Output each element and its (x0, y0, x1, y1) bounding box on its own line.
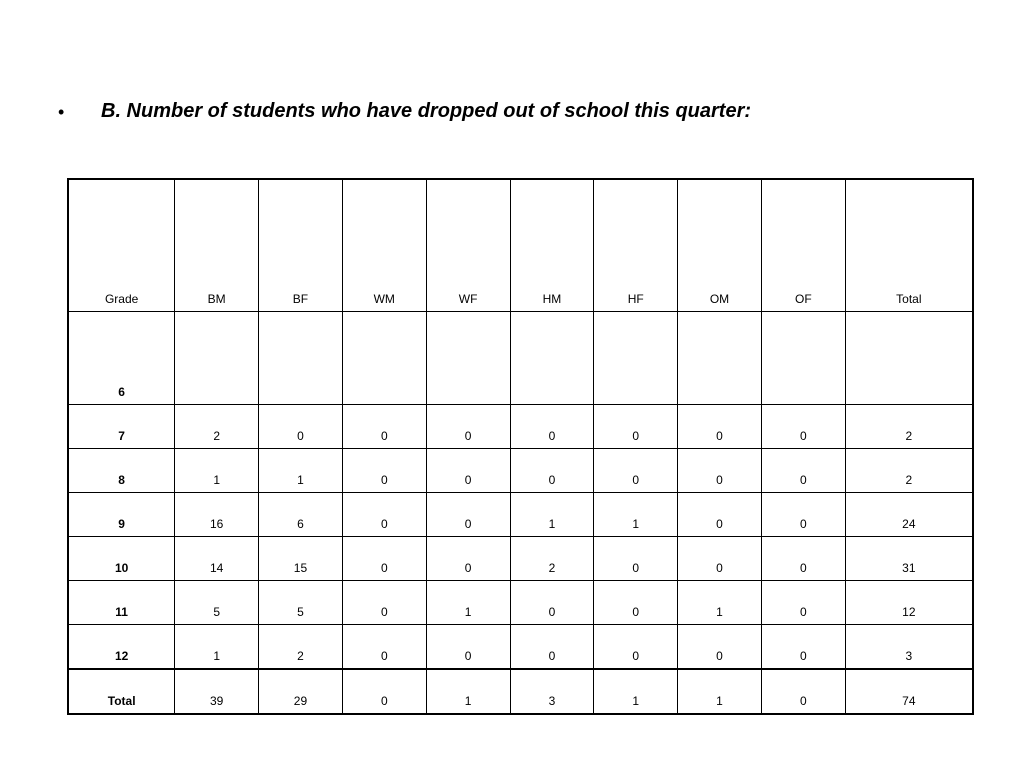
cell-bf: 6 (259, 493, 343, 537)
cell-total (845, 312, 973, 405)
cell-om: 0 (678, 537, 762, 581)
cell-wm: 0 (342, 405, 426, 449)
cell-bm: 1 (175, 625, 259, 670)
cell-hm: 2 (510, 537, 594, 581)
cell-bm: 16 (175, 493, 259, 537)
cell-om: 0 (678, 449, 762, 493)
cell-of: 0 (761, 537, 845, 581)
table-row (68, 537, 973, 581)
cell-wm: 0 (342, 537, 426, 581)
cell-hf (594, 312, 678, 405)
cell-wm: 0 (342, 493, 426, 537)
cell-bf (259, 312, 343, 405)
cell-wf: 0 (426, 449, 510, 493)
cell-hf: 0 (594, 449, 678, 493)
cell-bm: 14 (175, 537, 259, 581)
cell-hm: 0 (510, 581, 594, 625)
table-row (68, 625, 973, 670)
cell-hm: 0 (510, 449, 594, 493)
cell-wm: 0 (342, 581, 426, 625)
cell-grade: 12 (68, 625, 175, 670)
cell-of: 0 (761, 493, 845, 537)
cell-bf: 5 (259, 581, 343, 625)
cell-wf: 0 (426, 493, 510, 537)
cell-of: 0 (761, 449, 845, 493)
header-hm: HM (510, 179, 594, 312)
header-wm: WM (342, 179, 426, 312)
cell-of: 0 (761, 669, 845, 714)
cell-wf: 0 (426, 625, 510, 670)
cell-wf: 0 (426, 537, 510, 581)
cell-hf: 1 (594, 493, 678, 537)
cell-hm: 0 (510, 625, 594, 670)
cell-hf: 0 (594, 581, 678, 625)
cell-total: 3 (845, 625, 973, 670)
cell-bf: 15 (259, 537, 343, 581)
cell-bf: 1 (259, 449, 343, 493)
table-row (68, 581, 973, 625)
header-om: OM (678, 179, 762, 312)
table-total-row (68, 669, 973, 714)
table-row (68, 312, 973, 405)
bullet-icon: • (58, 102, 65, 122)
table-body (68, 179, 973, 714)
cell-total: 2 (845, 449, 973, 493)
cell-bf: 0 (259, 405, 343, 449)
cell-grade: 8 (68, 449, 175, 493)
cell-hm: 0 (510, 405, 594, 449)
cell-of (761, 312, 845, 405)
cell-wf (426, 312, 510, 405)
cell-hm (510, 312, 594, 405)
cell-grade: 11 (68, 581, 175, 625)
header-bf: BF (259, 179, 343, 312)
cell-hf: 0 (594, 625, 678, 670)
cell-bm (175, 312, 259, 405)
cell-bm: 39 (175, 669, 259, 714)
cell-om: 0 (678, 405, 762, 449)
cell-wm: 0 (342, 449, 426, 493)
cell-of: 0 (761, 625, 845, 670)
cell-of: 0 (761, 581, 845, 625)
cell-om (678, 312, 762, 405)
cell-wm (342, 312, 426, 405)
cell-om: 0 (678, 493, 762, 537)
cell-wf: 0 (426, 405, 510, 449)
cell-total: 24 (845, 493, 973, 537)
cell-bm: 5 (175, 581, 259, 625)
cell-grade: 6 (68, 312, 175, 405)
cell-total: 31 (845, 537, 973, 581)
cell-wf: 1 (426, 581, 510, 625)
table-header-row (68, 179, 973, 312)
dropout-table (67, 178, 974, 715)
header-hf: HF (594, 179, 678, 312)
cell-wf: 1 (426, 669, 510, 714)
table-row (68, 405, 973, 449)
cell-wm: 0 (342, 669, 426, 714)
cell-total: 12 (845, 581, 973, 625)
cell-grade: 7 (68, 405, 175, 449)
cell-hm: 3 (510, 669, 594, 714)
cell-grade: 10 (68, 537, 175, 581)
cell-om: 1 (678, 669, 762, 714)
cell-of: 0 (761, 405, 845, 449)
cell-hf: 0 (594, 537, 678, 581)
cell-hf: 0 (594, 405, 678, 449)
cell-total: 74 (845, 669, 973, 714)
cell-grade: Total (68, 669, 175, 714)
page-heading: B. Number of students who have dropped out of school this quarter: (101, 100, 752, 122)
header-total: Total (845, 179, 973, 312)
cell-wm: 0 (342, 625, 426, 670)
cell-hf: 1 (594, 669, 678, 714)
cell-grade: 9 (68, 493, 175, 537)
cell-hm: 1 (510, 493, 594, 537)
cell-bm: 1 (175, 449, 259, 493)
header-wf: WF (426, 179, 510, 312)
table-row (68, 449, 973, 493)
cell-total: 2 (845, 405, 973, 449)
cell-bf: 29 (259, 669, 343, 714)
cell-bm: 2 (175, 405, 259, 449)
cell-bf: 2 (259, 625, 343, 670)
header-bm: BM (175, 179, 259, 312)
cell-om: 1 (678, 581, 762, 625)
header-of: OF (761, 179, 845, 312)
cell-om: 0 (678, 625, 762, 670)
table-row (68, 493, 973, 537)
header-grade: Grade (68, 179, 175, 312)
